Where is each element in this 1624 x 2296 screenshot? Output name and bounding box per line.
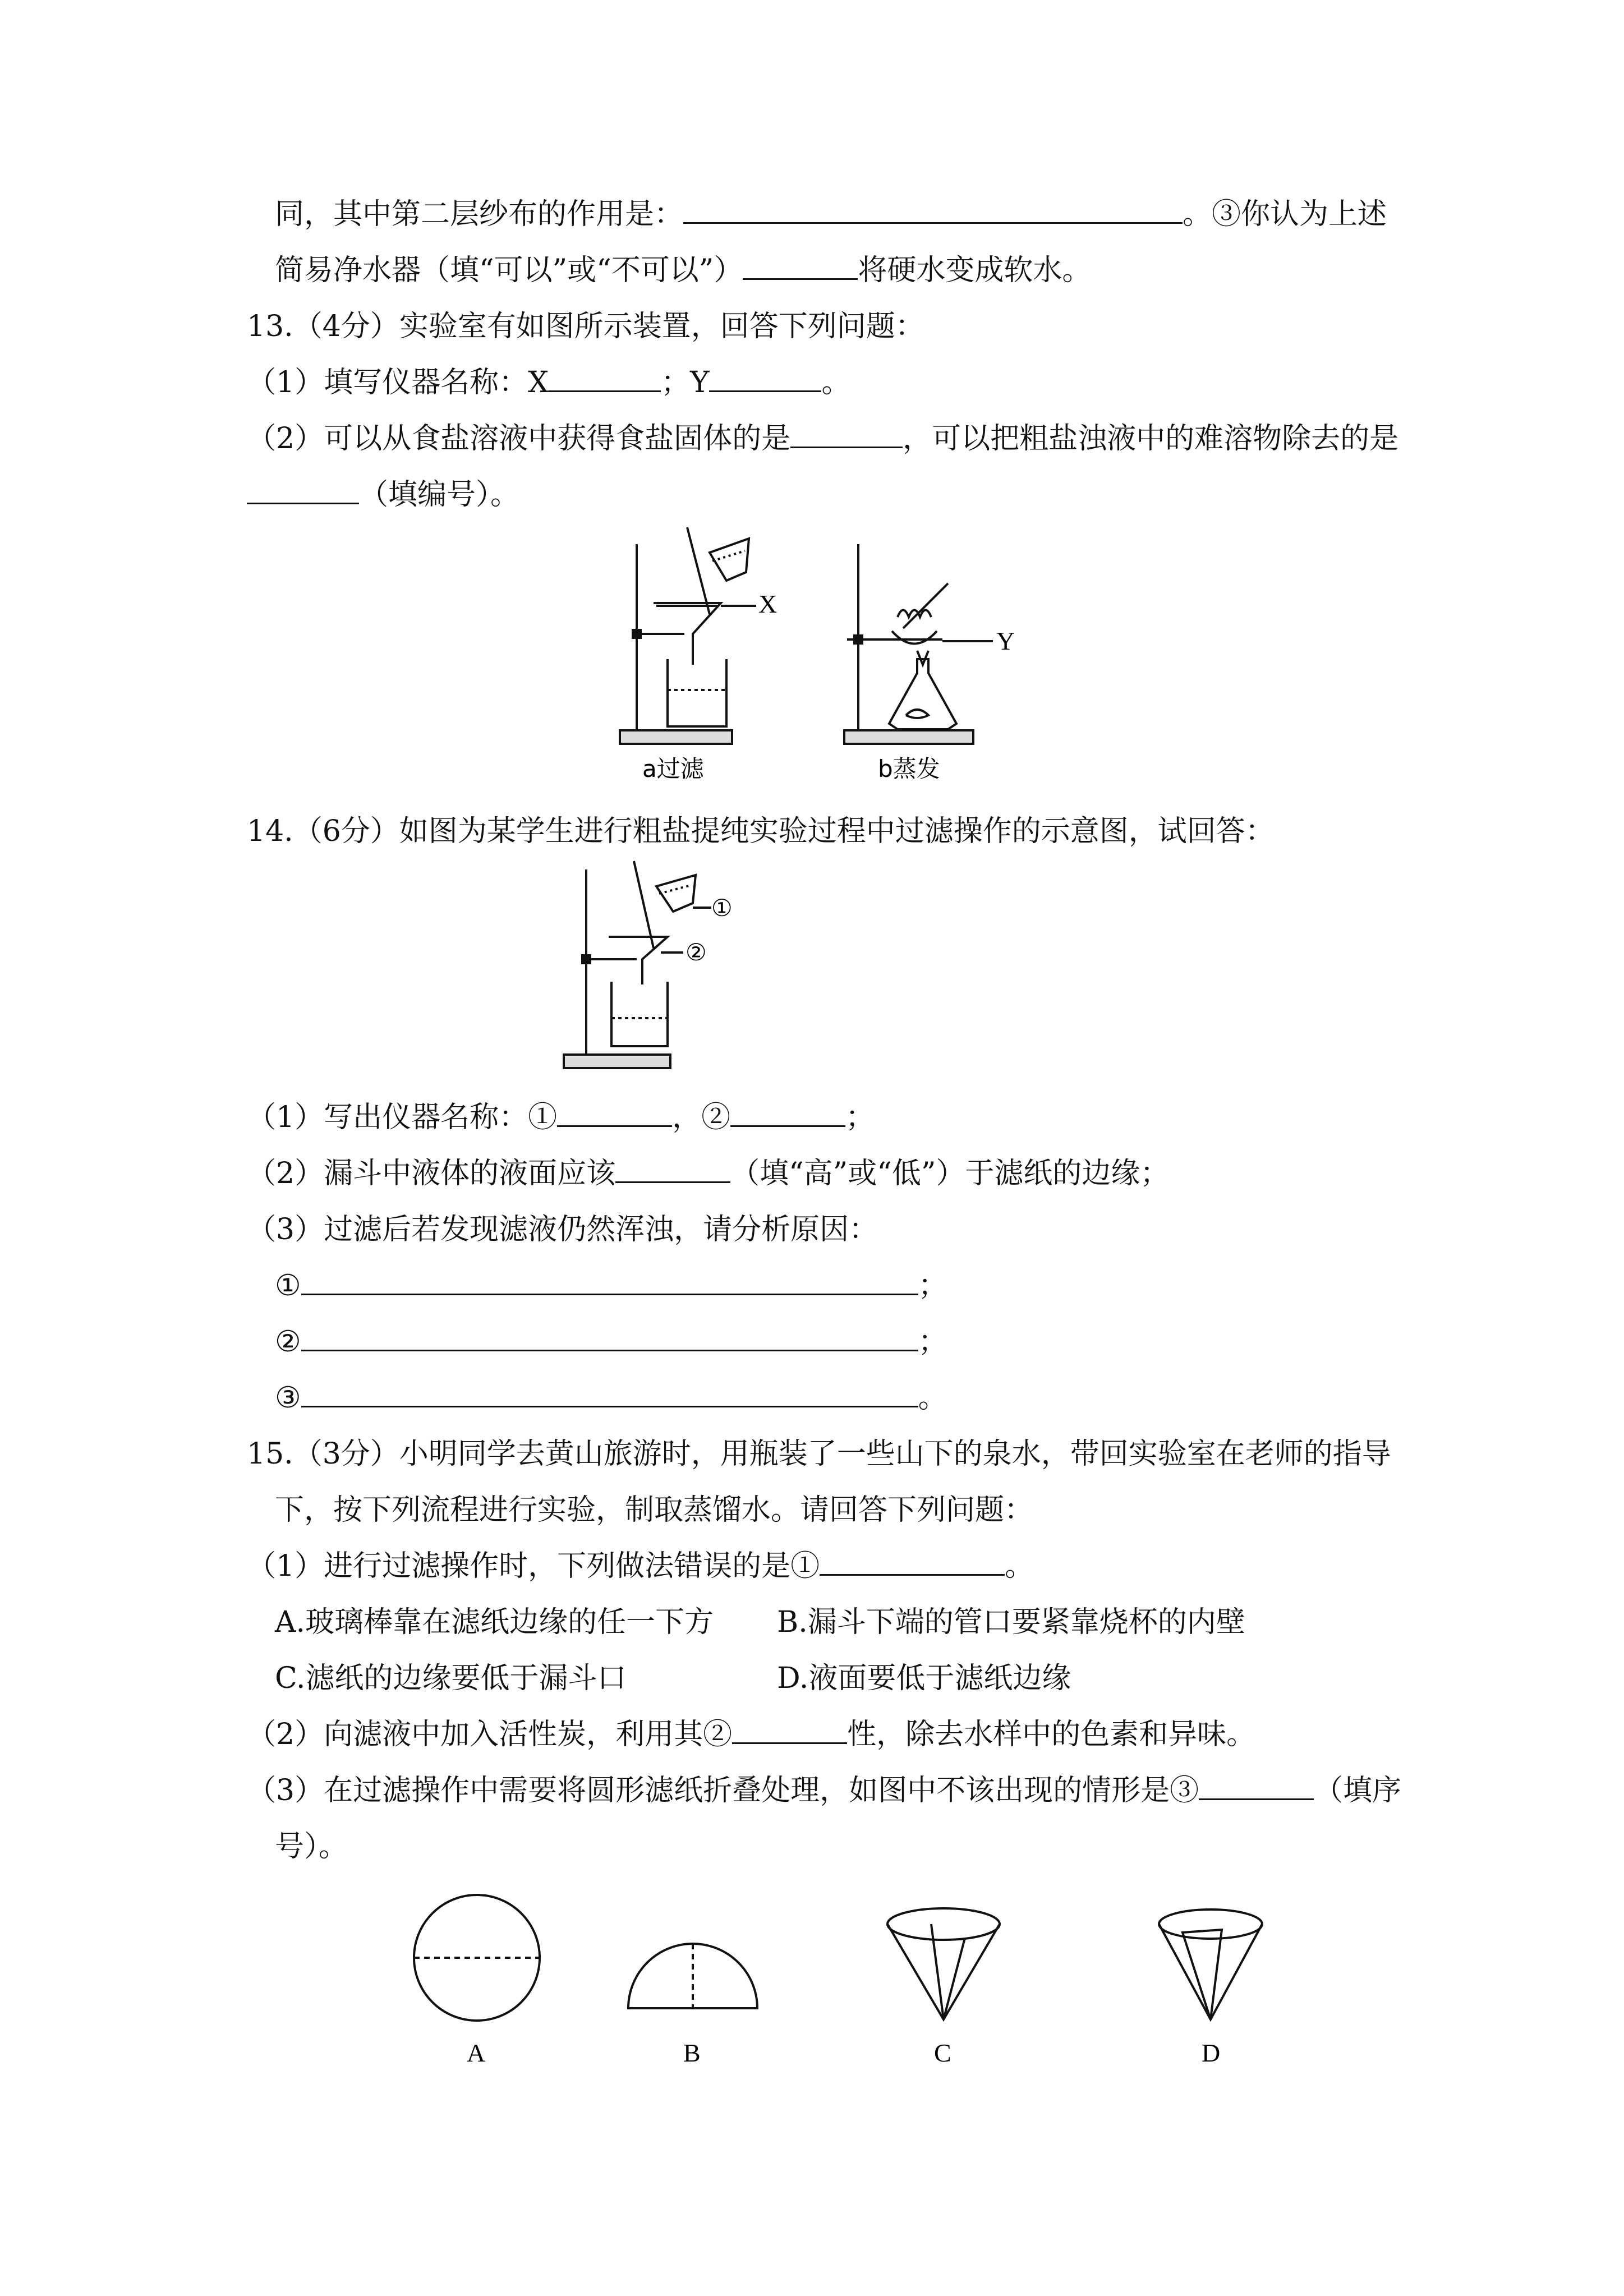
label-1: ①: [711, 894, 733, 922]
line-2: [275, 254, 1091, 287]
text: 。: [821, 366, 851, 399]
q15-part-2: [247, 1718, 1255, 1751]
q13-part-2-cont: [247, 478, 519, 512]
option-d: D.液面要低于滤纸边缘: [777, 1662, 1071, 1695]
text: 简易净水器（填“可以”或“不可以”）: [275, 254, 743, 287]
blank: [301, 1269, 918, 1295]
text: （1）进行过滤操作时，下列做法错误的是①: [247, 1549, 820, 1583]
label-a: A: [467, 2039, 486, 2067]
label-y: Y: [996, 627, 1015, 655]
text: （2）漏斗中液体的液面应该: [247, 1157, 616, 1190]
figure-filtration: [561, 858, 763, 1080]
blank: [790, 422, 903, 448]
text: ③: [275, 1381, 301, 1415]
blank: [732, 1718, 847, 1744]
question-13: 13.（4分）实验室有如图所示装置，回答下列问题：: [247, 310, 924, 343]
text: ①: [275, 1269, 301, 1303]
q14-reason-3: [275, 1381, 947, 1415]
blank: [615, 1157, 730, 1183]
text: （填编号）。: [359, 478, 520, 512]
blank: [730, 1101, 845, 1127]
option-c: C.滤纸的边缘要低于漏斗口: [275, 1662, 627, 1695]
blank: [247, 478, 359, 504]
label-b: B: [683, 2039, 701, 2067]
blank: [709, 366, 821, 392]
line-1: [275, 197, 1387, 231]
text: ，②: [672, 1101, 731, 1134]
text: 同，其中第二层纱布的作用是：: [275, 197, 684, 231]
text: ，可以把粗盐浊液中的难溶物除去的是: [903, 422, 1399, 455]
text: 。: [918, 1381, 947, 1415]
figure-filtration-evaporation: [611, 522, 1038, 791]
blank: [683, 197, 1183, 224]
q14-reason-2: [275, 1325, 947, 1359]
blank: [1199, 1774, 1314, 1800]
text: ；: [845, 1101, 875, 1134]
blank: [301, 1381, 918, 1407]
blank: [557, 1101, 672, 1127]
text: ；Y: [661, 366, 710, 399]
label-d: D: [1202, 2039, 1221, 2067]
text: ②: [275, 1325, 301, 1359]
blank: [549, 366, 661, 392]
text: （1）填写仪器名称：X: [247, 366, 549, 399]
text: （填“高”或“低”）于滤纸的边缘；: [730, 1157, 1170, 1190]
blank: [301, 1325, 918, 1351]
label-x: X: [758, 590, 778, 618]
blank: [820, 1549, 1005, 1576]
text: （3）在过滤操作中需要将圆形滤纸折叠处理，如图中不该出现的情形是③: [247, 1774, 1199, 1807]
caption-b: b蒸发: [878, 755, 940, 783]
q13-part-2: [247, 422, 1398, 455]
q15-part-3: [247, 1774, 1401, 1807]
text: ；: [918, 1325, 947, 1359]
question-15: 15.（3分）小明同学去黄山旅游时，用瓶装了一些山下的泉水，带回实验室在老师的指导: [247, 1437, 1391, 1471]
q14-reason-1: [275, 1269, 947, 1303]
text: （1）写出仪器名称：①: [247, 1101, 558, 1134]
figure-filter-paper-folding: [393, 1890, 1268, 2070]
q14-part-2: [247, 1157, 1169, 1190]
text: （2）向滤液中加入活性炭，利用其②: [247, 1718, 733, 1751]
option-b: B.漏斗下端的管口要紧靠烧杯的内壁: [777, 1605, 1245, 1639]
text: 。③你认为上述: [1183, 197, 1387, 231]
text: 。: [1005, 1549, 1034, 1583]
q15-part-3-cont: 号）。: [275, 1830, 348, 1864]
label-2: ②: [686, 938, 707, 966]
text: 性，除去水样中的色素和异味。: [847, 1718, 1256, 1751]
q13-part-1: [247, 366, 850, 399]
text: ；: [918, 1269, 947, 1303]
question-15-cont: 下，按下列流程进行实验，制取蒸馏水。请回答下列问题：: [275, 1493, 1034, 1527]
blank: [743, 254, 858, 280]
option-a: A.玻璃棒靠在滤纸边缘的任一下方: [275, 1605, 714, 1639]
label-c: C: [934, 2039, 951, 2067]
question-14: 14.（6分）如图为某学生进行粗盐提纯实验过程中过滤操作的示意图，试回答：: [247, 815, 1275, 848]
text: （2）可以从食盐溶液中获得食盐固体的是: [247, 422, 791, 455]
text: （填序: [1314, 1774, 1402, 1807]
q14-part-3: （3）过滤后若发现滤液仍然浑浊，请分析原因：: [247, 1213, 878, 1246]
caption-a: a过滤: [642, 755, 704, 783]
text: 将硬水变成软水。: [858, 254, 1092, 287]
q15-part-1: [247, 1549, 1034, 1583]
q14-part-1: [247, 1101, 875, 1134]
